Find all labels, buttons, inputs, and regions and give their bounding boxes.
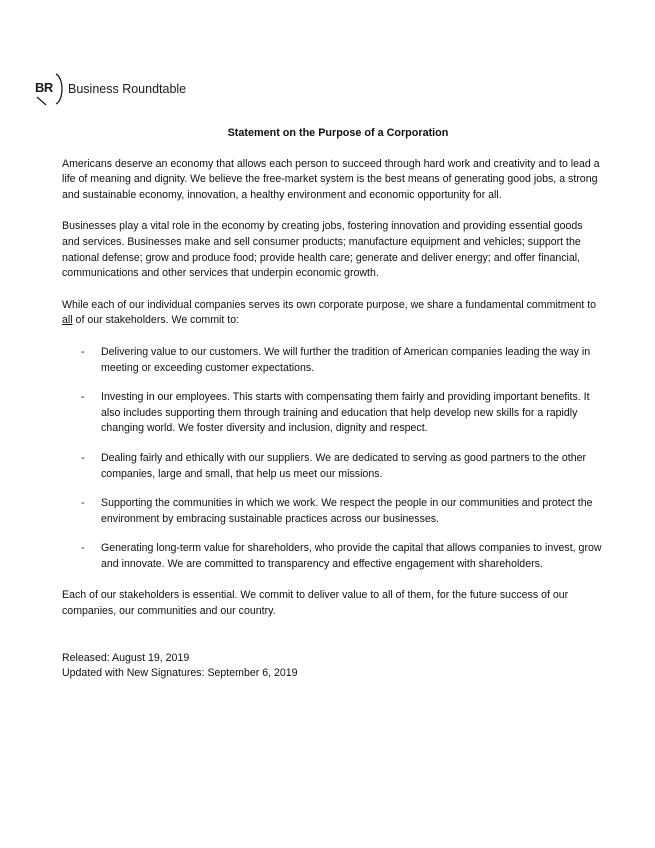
list-item-customers [62, 345, 602, 376]
paragraph-commitment [62, 298, 602, 329]
list-item-text: Dealing fairly and ethically with our suppliers. We are dedicated to serving as good partners to the other companies, large and small, that help us meet our missions. [101, 451, 587, 480]
list-item-text: Generating long-term value for shareholders, who provide the capital that allows companies to invest, grow and innovate. We are committed to transparency and effective engagement with shareholders. [101, 542, 602, 570]
updated-date: Updated with New Signatures: September 6, 2019 [62, 667, 298, 680]
br-logo [34, 72, 186, 106]
list-item-suppliers [62, 451, 602, 482]
paragraph-closing: Each of our stakeholders is essential. We commit to deliver value to all of them, for the future success of our companies, our communities and our country. [62, 589, 569, 618]
commitments-list [62, 345, 602, 573]
list-item-text: Delivering value to our customers. We will further the tradition of American companies leading the way in meeting or exceeding customer expectations. [101, 345, 591, 374]
statement-document [62, 126, 602, 682]
list-item-text: Investing in our employees. This starts with compensating them fairly and providing important benefits. It also includes supporting them through training and education that help develop new skills for a rapidly changing world. We foster diversity and inclusion, dignity and respect. [101, 391, 590, 435]
bullet-dash: - [81, 542, 85, 555]
list-item-employees [62, 390, 602, 437]
commitment-text-before: While each of our individual companies serves its own corporate purpose, we share a fundamental commitment to [62, 298, 597, 311]
paragraph-businesses: Businesses play a vital role in the economy by creating jobs, fostering innovation and providing essential goods and services. Businesses make and sell consumer products; manufacture equipment and vehicles; support the national defense; grow and produce food; provide health care; generate and deliver energy; and offer financial, communications and other services that underpin economic growth. [62, 220, 583, 280]
paragraph-intro: Americans deserve an economy that allows each person to succeed through hard work and creativity and to lead a life of meaning and dignity. We believe the free-market system is the best means of generating good jobs, a strong and sustainable economy, innovation, a healthy environment and economic opportunity for all. [62, 157, 600, 201]
bullet-dash: - [81, 345, 85, 358]
commitment-underlined-word: all [62, 314, 73, 327]
list-item-communities [62, 496, 602, 527]
logo-name: Business Roundtable [68, 82, 187, 96]
br-logo-mark [34, 72, 64, 106]
document-title: Statement on the Purpose of a Corporation [227, 127, 449, 139]
logo-initials: BR [35, 80, 53, 95]
released-date: Released: August 19, 2019 [62, 651, 190, 664]
commitment-text-after: of our stakeholders. We commit to: [72, 314, 240, 327]
bullet-dash: - [81, 391, 85, 404]
list-item-shareholders [62, 541, 602, 572]
bullet-dash: - [81, 497, 85, 510]
release-info [62, 651, 602, 682]
list-item-text: Supporting the communities in which we work. We respect the people in our communities and protect the environment by embracing sustainable practices across our businesses. [101, 497, 593, 525]
bullet-dash: - [81, 451, 85, 464]
